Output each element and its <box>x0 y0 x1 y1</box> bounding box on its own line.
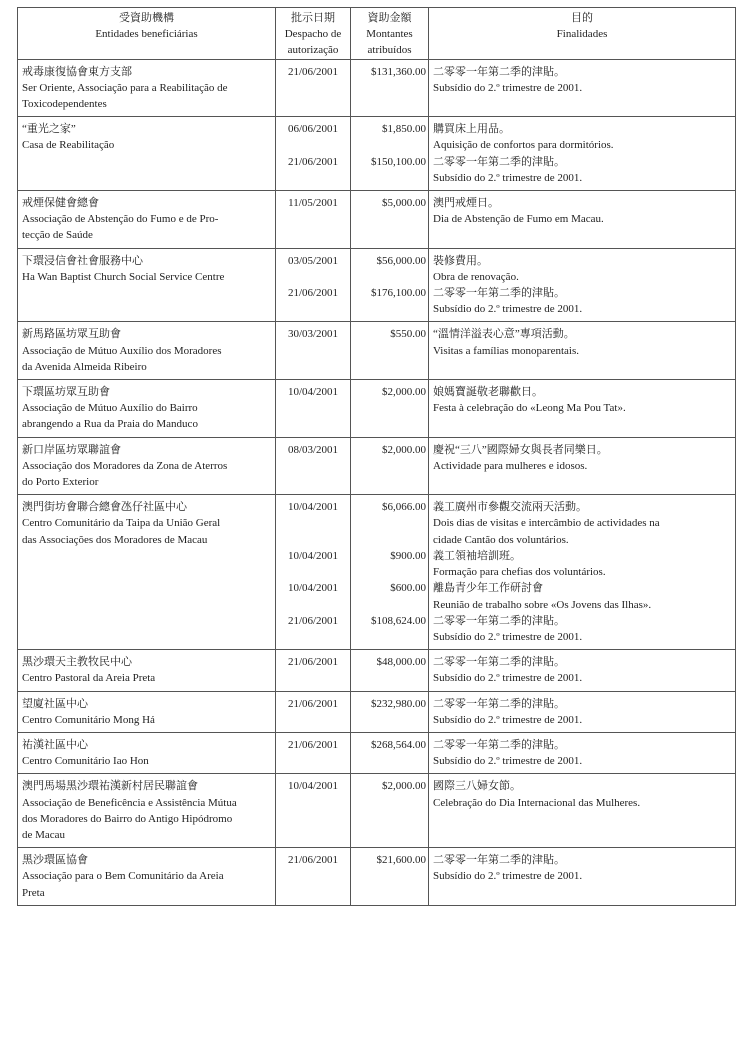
entity-line: dos Moradores do Bairro do Antigo Hipódromo <box>22 812 233 825</box>
entity-line: Ser Oriente, Associação para a Reabilitação de <box>22 81 228 94</box>
entity-cell <box>18 248 276 322</box>
grant-amount: $600.00 <box>390 582 426 595</box>
entity-line: do Porto Exterior <box>22 476 99 489</box>
spacer <box>355 670 426 686</box>
spacer <box>280 170 346 186</box>
table-row <box>18 848 736 906</box>
spacer <box>355 532 426 548</box>
purpose-cell <box>429 495 736 650</box>
grant-amount: $131,360.00 <box>371 65 426 78</box>
entity-line: 戒煙保健會總會 <box>22 197 99 210</box>
entity-line: 澳門馬場黑沙環祐漢新村居民聯誼會 <box>22 780 198 793</box>
spacer <box>355 712 426 728</box>
date-cell <box>276 495 351 650</box>
grant-amount: $268,564.00 <box>371 738 426 751</box>
amount-cell <box>351 495 429 650</box>
spacer <box>280 753 346 769</box>
entity-line: Associação para o Bem Comunitário da Areia <box>22 870 224 883</box>
spacer <box>280 564 346 580</box>
spacer <box>280 269 346 285</box>
grant-amount: $2,000.00 <box>382 780 426 793</box>
entity-line: Toxicodependentes <box>22 98 107 111</box>
entity-line: 下環浸信會社會服務中心 <box>22 254 143 267</box>
table-row <box>18 191 736 249</box>
spacer <box>280 532 346 548</box>
spacer <box>280 343 346 359</box>
grant-date: 21/06/2001 <box>287 614 339 627</box>
purpose-line: Obra de renovação. <box>433 270 519 283</box>
entity-line: Associação de Mútuo Auxílio dos Moradores <box>22 344 222 357</box>
purpose-cell <box>429 848 736 906</box>
purpose-line: 裝修費用。 <box>433 254 488 267</box>
spacer <box>280 868 346 884</box>
spacer <box>355 343 426 359</box>
purpose-line: Actividade para mulheres e idosos. <box>433 459 588 472</box>
purpose-line: Subsídio do 2.º trimestre de 2001. <box>433 303 583 316</box>
grant-amount: $150,100.00 <box>371 155 426 168</box>
purpose-line: 二零零一年第二季的津貼。 <box>433 287 565 300</box>
entity-line: 澳門街坊會聯合總會氹仔社區中心 <box>22 501 187 514</box>
header-purpose <box>429 8 736 60</box>
purpose-line: Subsídio do 2.º trimestre de 2001. <box>433 171 583 184</box>
table-row <box>18 650 736 691</box>
table-row <box>18 380 736 438</box>
grant-amount: $550.00 <box>390 328 426 341</box>
grant-amount: $5,000.00 <box>382 197 426 210</box>
entity-cell <box>18 437 276 495</box>
table-row <box>18 322 736 380</box>
grant-date: 21/06/2001 <box>287 697 339 710</box>
grant-amount: $1,850.00 <box>382 123 426 136</box>
entity-cell <box>18 774 276 848</box>
spacer <box>355 753 426 769</box>
table-body <box>18 59 736 905</box>
purpose-line: 二零零一年第二季的津貼。 <box>433 155 565 168</box>
purpose-cell <box>429 650 736 691</box>
header-date-zh: 批示日期 <box>291 12 335 24</box>
header-date <box>276 8 351 60</box>
spacer <box>280 211 346 227</box>
entity-line: de Macau <box>22 828 66 841</box>
amount-cell <box>351 380 429 438</box>
table-row <box>18 437 736 495</box>
grant-date: 10/04/2001 <box>287 582 339 595</box>
header-date-pt-2: autorização <box>287 44 339 57</box>
grant-amount: $6,066.00 <box>382 501 426 514</box>
purpose-line: 二零零一年第二季的津貼。 <box>433 697 565 710</box>
document-page <box>17 7 735 906</box>
header-amount-zh: 資助金額 <box>367 12 412 24</box>
date-cell <box>276 117 351 191</box>
spacer <box>355 795 426 811</box>
entity-cell <box>18 848 276 906</box>
grant-amount: $48,000.00 <box>376 656 426 669</box>
entity-line: Associação de Mútuo Auxílio do Bairro <box>22 402 198 415</box>
header-amount <box>351 8 429 60</box>
entity-line: da Avenida Almeida Ribeiro <box>22 360 147 373</box>
grant-date: 21/06/2001 <box>287 738 339 751</box>
amount-cell <box>351 248 429 322</box>
purpose-line: cidade Cantão dos voluntários. <box>433 533 569 546</box>
date-cell <box>276 774 351 848</box>
entity-line: tecção de Saúde <box>22 229 93 242</box>
table-row <box>18 495 736 650</box>
grant-date: 06/06/2001 <box>287 123 339 136</box>
entity-line: 望廈社區中心 <box>22 697 88 710</box>
purpose-cell <box>429 191 736 249</box>
purpose-line: Celebração do Dia Internacional das Mulheres. <box>433 796 641 809</box>
entity-line: 新馬路區坊眾互助會 <box>22 328 121 341</box>
date-cell <box>276 691 351 732</box>
amount-cell <box>351 437 429 495</box>
purpose-line: 義工廣州市參觀交流兩天活動。 <box>433 501 587 514</box>
spacer <box>355 564 426 580</box>
purpose-line: 義工領袖培訓班。 <box>433 549 521 562</box>
spacer <box>355 868 426 884</box>
amount-cell <box>351 774 429 848</box>
grant-date: 21/06/2001 <box>287 155 339 168</box>
entity-line: Preta <box>22 886 45 899</box>
purpose-line: Aquisição de confortos para dormitórios. <box>433 139 614 152</box>
amount-cell <box>351 117 429 191</box>
grant-amount: $176,100.00 <box>371 287 426 300</box>
purpose-line: Visitas a famílias monoparentais. <box>433 344 579 357</box>
entity-line: 新口岸區坊眾聯誼會 <box>22 443 121 456</box>
purpose-line: 娘媽寶誕敬老聯歡日。 <box>433 386 543 399</box>
entity-cell <box>18 322 276 380</box>
spacer <box>280 80 346 96</box>
spacer <box>280 795 346 811</box>
purpose-line: 慶祝“三八”國際婦女與長者同樂日。 <box>433 443 608 456</box>
date-cell <box>276 848 351 906</box>
grant-date: 21/06/2001 <box>287 656 339 669</box>
entity-line: 下環區坊眾互助會 <box>22 386 110 399</box>
entity-line: Centro Comunitário da Taipa da União Geral <box>22 517 221 530</box>
grant-date: 10/04/2001 <box>287 386 339 399</box>
purpose-line: 二零零一年第二季的津貼。 <box>433 65 565 78</box>
spacer <box>280 400 346 416</box>
entity-line: Centro Pastoral da Areia Preta <box>22 672 156 685</box>
purpose-line: Subsídio do 2.º trimestre de 2001. <box>433 630 583 643</box>
purpose-line: Subsídio do 2.º trimestre de 2001. <box>433 713 583 726</box>
entity-cell <box>18 380 276 438</box>
purpose-cell <box>429 117 736 191</box>
entity-line: Associação de Abstenção do Fumo e de Pro- <box>22 213 219 226</box>
spacer <box>355 269 426 285</box>
amount-cell <box>351 732 429 773</box>
purpose-line: Subsídio do 2.º trimestre de 2001. <box>433 672 583 685</box>
purpose-cell <box>429 59 736 117</box>
entity-cell <box>18 732 276 773</box>
grant-date: 10/04/2001 <box>287 780 339 793</box>
header-amount-pt-1: Montantes <box>366 28 413 41</box>
spacer <box>280 458 346 474</box>
entity-line: abrangendo a Rua da Praia do Manduco <box>22 418 198 431</box>
purpose-cell <box>429 322 736 380</box>
purpose-line: 離島青少年工作研討會 <box>433 582 543 595</box>
purpose-line: Dois dias de visitas e intercâmbio de actividades na <box>433 517 660 530</box>
date-cell <box>276 437 351 495</box>
header-amount-pt-2: atribuídos <box>367 44 412 57</box>
header-purpose-zh: 目的 <box>571 12 593 24</box>
grant-date: 21/06/2001 <box>287 65 339 78</box>
header-date-pt-1: Despacho de <box>284 28 342 41</box>
amount-cell <box>351 59 429 117</box>
date-cell <box>276 59 351 117</box>
grant-amount: $21,600.00 <box>376 854 426 867</box>
purpose-line: Festa à celebração do «Leong Ma Pou Tat». <box>433 402 626 415</box>
purpose-cell <box>429 248 736 322</box>
amount-cell <box>351 322 429 380</box>
purpose-line: 二零零一年第二季的津貼。 <box>433 614 565 627</box>
purpose-line: 二零零一年第二季的津貼。 <box>433 854 565 867</box>
purpose-cell <box>429 732 736 773</box>
entity-line: Casa de Reabilitação <box>22 139 115 152</box>
header-entity-pt: Entidades beneficiárias <box>95 28 198 41</box>
purpose-line: Subsídio do 2.º trimestre de 2001. <box>433 81 583 94</box>
grant-date: 21/06/2001 <box>287 854 339 867</box>
entity-cell <box>18 191 276 249</box>
entity-line: Associação dos Moradores da Zona de Aterros <box>22 459 228 472</box>
spacer <box>355 400 426 416</box>
spacer <box>355 629 426 645</box>
table-row <box>18 248 736 322</box>
grant-date: 11/05/2001 <box>288 197 338 210</box>
entity-line: Centro Comunitário Mong Há <box>22 713 155 726</box>
purpose-line: Formação para chefias dos voluntários. <box>433 566 606 579</box>
entity-line: Associação de Beneficência e Assistência Mútua <box>22 796 237 809</box>
purpose-cell <box>429 437 736 495</box>
purpose-line: 國際三八婦女節。 <box>433 780 521 793</box>
grant-date: 30/03/2001 <box>287 328 339 341</box>
purpose-cell <box>429 691 736 732</box>
purpose-line: 購買床上用品。 <box>433 123 510 136</box>
date-cell <box>276 191 351 249</box>
spacer <box>280 137 346 153</box>
entity-line: 黑沙環天主教牧民中心 <box>22 656 132 669</box>
table-row <box>18 117 736 191</box>
grant-amount: $900.00 <box>390 549 426 562</box>
spacer <box>355 80 426 96</box>
spacer <box>355 301 426 317</box>
grant-amount: $56,000.00 <box>376 254 426 267</box>
entity-cell <box>18 117 276 191</box>
date-cell <box>276 380 351 438</box>
grant-amount: $2,000.00 <box>382 443 426 456</box>
purpose-line: Subsídio do 2.º trimestre de 2001. <box>433 870 583 883</box>
amount-cell <box>351 650 429 691</box>
purpose-cell <box>429 774 736 848</box>
spacer <box>355 170 426 186</box>
entity-line: Centro Comunitário Iao Hon <box>22 755 149 768</box>
table-row <box>18 59 736 117</box>
purpose-line: “溫情洋溢表心意”專項活動。 <box>433 328 575 341</box>
table-row <box>18 774 736 848</box>
entity-line: “重光之家” <box>22 123 76 136</box>
header-purpose-pt: Finalidades <box>556 28 608 41</box>
purpose-line: Dia de Abstenção de Fumo em Macau. <box>433 213 604 226</box>
header-entity <box>18 8 276 60</box>
spacer <box>355 137 426 153</box>
grant-amount: $108,624.00 <box>371 614 426 627</box>
spacer <box>355 596 426 612</box>
table-header <box>18 8 736 60</box>
entity-cell <box>18 691 276 732</box>
grant-amount: $232,980.00 <box>371 697 426 710</box>
grant-date: 08/03/2001 <box>287 443 339 456</box>
spacer <box>280 515 346 531</box>
spacer <box>355 211 426 227</box>
purpose-cell <box>429 380 736 438</box>
grants-table <box>17 7 736 906</box>
purpose-line: Subsídio do 2.º trimestre de 2001. <box>433 755 583 768</box>
grant-date: 21/06/2001 <box>287 287 339 300</box>
entity-line: 祐漢社區中心 <box>22 738 88 751</box>
spacer <box>280 301 346 317</box>
spacer <box>280 596 346 612</box>
amount-cell <box>351 191 429 249</box>
amount-cell <box>351 691 429 732</box>
spacer <box>355 458 426 474</box>
date-cell <box>276 650 351 691</box>
purpose-line: Reunião de trabalho sobre «Os Jovens das Ilhas». <box>433 598 652 611</box>
amount-cell <box>351 848 429 906</box>
entity-cell <box>18 59 276 117</box>
entity-line: 黑沙環區協會 <box>22 854 88 867</box>
entity-line: das Associações dos Moradores de Macau <box>22 533 208 546</box>
grant-date: 10/04/2001 <box>287 549 339 562</box>
spacer <box>280 629 346 645</box>
purpose-line: 二零零一年第二季的津貼。 <box>433 656 565 669</box>
spacer <box>280 670 346 686</box>
grant-date: 03/05/2001 <box>287 254 339 267</box>
entity-line: 戒毒康復協會東方支部 <box>22 65 132 78</box>
date-cell <box>276 322 351 380</box>
table-row <box>18 732 736 773</box>
grant-amount: $2,000.00 <box>382 386 426 399</box>
spacer <box>280 712 346 728</box>
date-cell <box>276 732 351 773</box>
entity-cell <box>18 650 276 691</box>
entity-cell <box>18 495 276 650</box>
spacer <box>355 515 426 531</box>
entity-line: Ha Wan Baptist Church Social Service Centre <box>22 270 225 283</box>
header-entity-zh: 受資助機構 <box>119 12 174 24</box>
purpose-line: 二零零一年第二季的津貼。 <box>433 738 565 751</box>
table-row <box>18 691 736 732</box>
purpose-line: 澳門戒煙日。 <box>433 197 499 210</box>
date-cell <box>276 248 351 322</box>
grant-date: 10/04/2001 <box>287 501 339 514</box>
